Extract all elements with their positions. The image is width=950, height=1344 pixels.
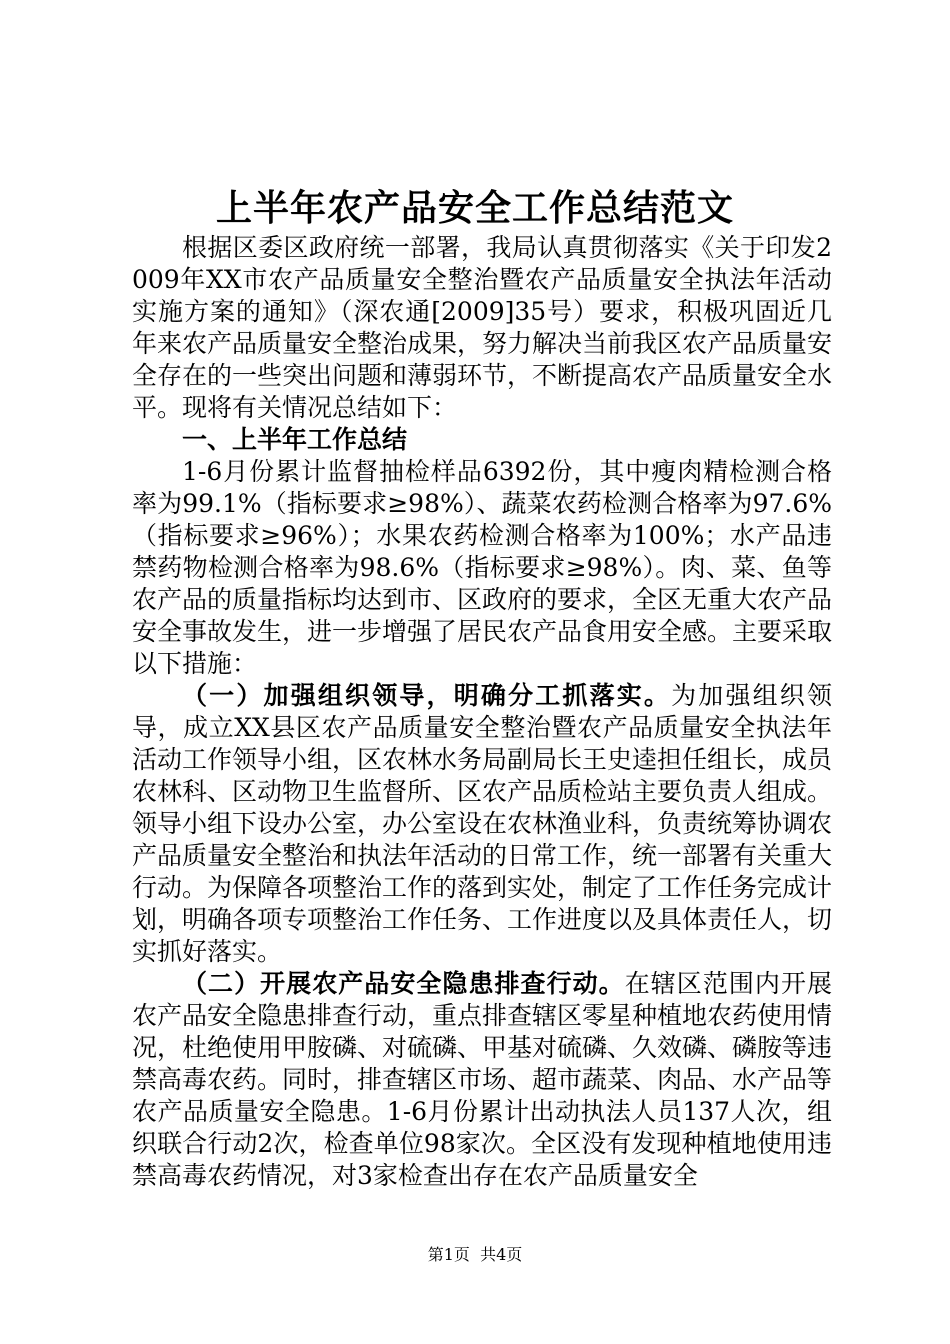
intro-paragraph: 根据区委区政府统一部署，我局认真贯彻落实《关于印发2009年XX市农产品质量安全整治暨农产品质量安全执法年活动实施方案的通知》（深农通[2009]35号）要求，积极巩固近几年来农产品质量安全整治成果，努力解决当前我区农产品质量安全存在的一些突出问题和薄弱环节，不断提高农产品质量安全水平。现将有关情况总结如下：: [132, 233, 833, 422]
document-body: [132, 232, 832, 1192]
section-heading-summary: 一、上半年工作总结: [182, 425, 408, 454]
measure-text-2: 在辖区范围内开展农产品安全隐患排查行动，重点排查辖区零星种植地农药使用情况，杜绝使用甲胺磷、对硫磷、甲基对硫磷、久效磷、磷胺等违禁高毒农药。同时，排查辖区市场、超市蔬菜、肉品、水产品等农产品质量安全隐患。1-6月份累计出动执法人员137人次，组织联合行动2次，检查单位98家次。全区没有发现种植地使用违禁高毒农药情况，对3家检查出存在农产品质量安全: [132, 969, 833, 1190]
measure-paragraph-1: [132, 680, 832, 968]
measure-heading-2: （二）开展农产品安全隐患排查行动。: [182, 969, 625, 998]
document-title: 上半年农产品安全工作总结范文: [215, 187, 734, 229]
page-footer: 第1页 共4页: [427, 1245, 523, 1264]
summary-paragraph: 1-6月份累计监督抽检样品6392份，其中瘦肉精检测合格率为99.1%（指标要求≥98%）、蔬菜农药检测合格率为97.6%（指标要求≥96%）；水果农药检测合格率为100%；水产品违禁药物检测合格率为98.6%（指标要求≥98%）。肉、菜、鱼等农产品的质量指标均达到市、区政府的要求，全区无重大农产品安全事故发生，进一步增强了居民农产品食用安全感。主要采取以下措施：: [132, 457, 833, 678]
measure-text-1: 为加强组织领导，成立XX县区农产品质量安全整治暨农产品质量安全执法年活动工作领导小组，区农林水务局副局长王史逵担任组长，成员农林科、区动物卫生监督所、区农产品质检站主要负责人组成。领导小组下设办公室，办公室设在农林渔业科，负责统筹协调农产品质量安全整治和执法年活动的日常工作，统一部署有关重大行动。为保障各项整治工作的落到实处，制定了工作任务完成计划，明确各项专项整治工作任务、工作进度以及具体责任人，切实抓好落实。: [132, 681, 833, 966]
measure-paragraph-2: [132, 968, 832, 1192]
measure-heading-1: （一）加强组织领导，明确分工抓落实。: [182, 681, 672, 710]
